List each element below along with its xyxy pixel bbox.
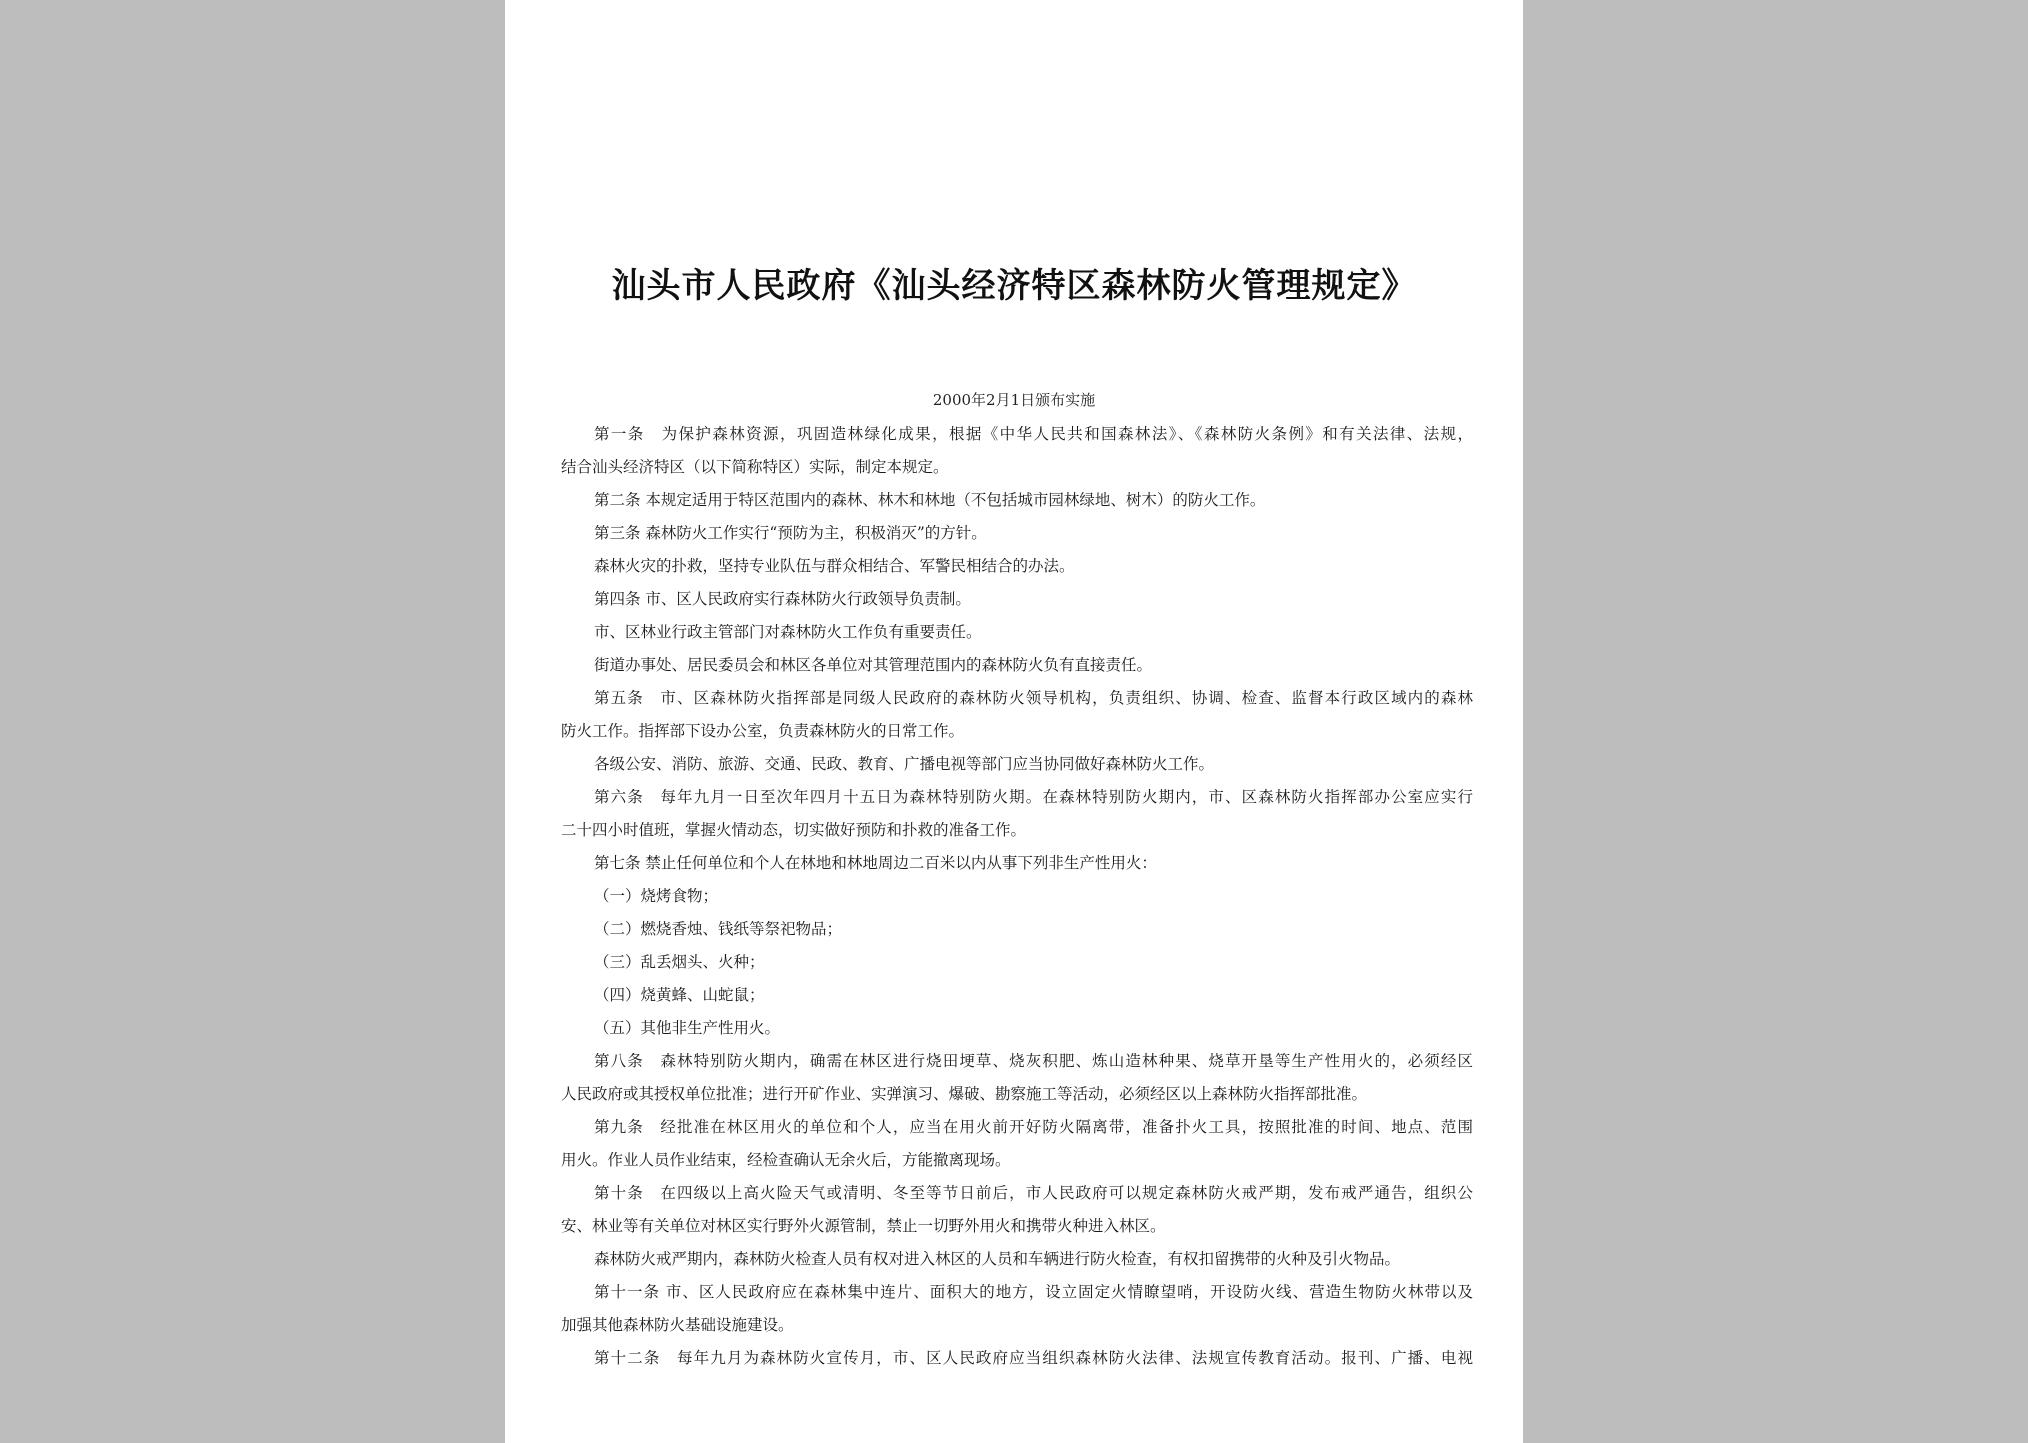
text-line: 第八条 森林特别防火期内，确需在林区进行烧田埂草、烧灰积肥、炼山造林种果、烧草开垦等生产性用火的，必须经区 [594, 1052, 1473, 1070]
text-line: 结合汕头经济特区（以下简称特区）实际，制定本规定。 [561, 458, 949, 476]
text-line: 第五条 市、区森林防火指挥部是同级人民政府的森林防火领导机构，负责组织、协调、检查、监督本行政区域内的森林 [594, 689, 1473, 707]
list-item: （一）烧烤食物； [594, 887, 719, 905]
text-line: 第七条 禁止任何单位和个人在林地和林地周边二百米以内从事下列非生产性用火： [594, 854, 1157, 872]
text-line: 第六条 每年九月一日至次年四月十五日为森林特别防火期。在森林特别防火期内，市、区森林防火指挥部办公室应实行 [594, 788, 1473, 806]
list-item: （四）烧黄蜂、山蛇鼠； [594, 986, 765, 1004]
text-line: 街道办事处、居民委员会和林区各单位对其管理范围内的森林防火负有直接责任。 [594, 656, 1153, 674]
text-line: 防火工作。指挥部下设办公室，负责森林防火的日常工作。 [561, 722, 965, 740]
text-line: 二十四小时值班，掌握火情动态，切实做好预防和扑救的准备工作。 [561, 821, 1027, 839]
text-line: 森林火灾的扑救，坚持专业队伍与群众相结合、军警民相结合的办法。 [594, 557, 1075, 575]
document-body [561, 418, 1473, 1375]
text-line: 第十条 在四级以上高火险天气或清明、冬至等节日前后，市人民政府可以规定森林防火戒严期，发布戒严通告，组织公 [594, 1184, 1473, 1202]
page-title: 汕头市人民政府《汕头经济特区森林防火管理规定》 [611, 266, 1417, 306]
document-page [505, 0, 1523, 1443]
text-line: 第九条 经批准在林区用火的单位和个人，应当在用火前开好防火隔离带，准备扑火工具，按照批准的时间、地点、范围 [594, 1118, 1473, 1136]
text-line: 市、区林业行政主管部门对森林防火工作负有重要责任。 [594, 623, 982, 641]
text-line: 各级公安、消防、旅游、交通、民政、教育、广播电视等部门应当协同做好森林防火工作。 [594, 755, 1215, 773]
text-line: 第十一条 市、区人民政府应在森林集中连片、面积大的地方，设立固定火情瞭望哨，开设防火线、营造生物防火林带以及 [594, 1283, 1473, 1301]
text-line: 用火。作业人员作业结束，经检查确认无余火后，方能撤离现场。 [561, 1151, 1011, 1169]
text-line: 人民政府或其授权单位批准；进行开矿作业、实弹演习、爆破、勘察施工等活动，必须经区以上森林防火指挥部批准。 [561, 1085, 1368, 1103]
list-item: （三）乱丢烟头、火种； [594, 953, 765, 971]
text-line: 安、林业等有关单位对林区实行野外火源管制，禁止一切野外用火和携带火种进入林区。 [561, 1217, 1166, 1235]
text-line: 森林防火戒严期内，森林防火检查人员有权对进入林区的人员和车辆进行防火检查，有权扣留携带的火种及引火物品。 [594, 1250, 1401, 1268]
text-line: 第四条 市、区人民政府实行森林防火行政领导负责制。 [594, 590, 971, 608]
text-line: 第二条 本规定适用于特区范围内的森林、林木和林地（不包括城市园林绿地、树木）的防火工作。 [594, 491, 1266, 509]
text-line: 第一条 为保护森林资源，巩固造林绿化成果，根据《中华人民共和国森林法》、《森林防火条例》和有关法律、法规， [594, 425, 1473, 443]
issue-date: 2000年2月1日颁布实施 [932, 391, 1096, 409]
text-line: 第三条 森林防火工作实行“预防为主，积极消灭”的方针。 [594, 524, 987, 542]
list-item: （五）其他非生产性用火。 [594, 1019, 781, 1037]
text-line: 第十二条 每年九月为森林防火宣传月，市、区人民政府应当组织森林防火法律、法规宣传教育活动。报刊、广播、电视 [594, 1349, 1473, 1367]
list-item: （二）燃烧香烛、钱纸等祭祀物品； [594, 920, 843, 938]
text-line: 加强其他森林防火基础设施建设。 [561, 1316, 794, 1334]
